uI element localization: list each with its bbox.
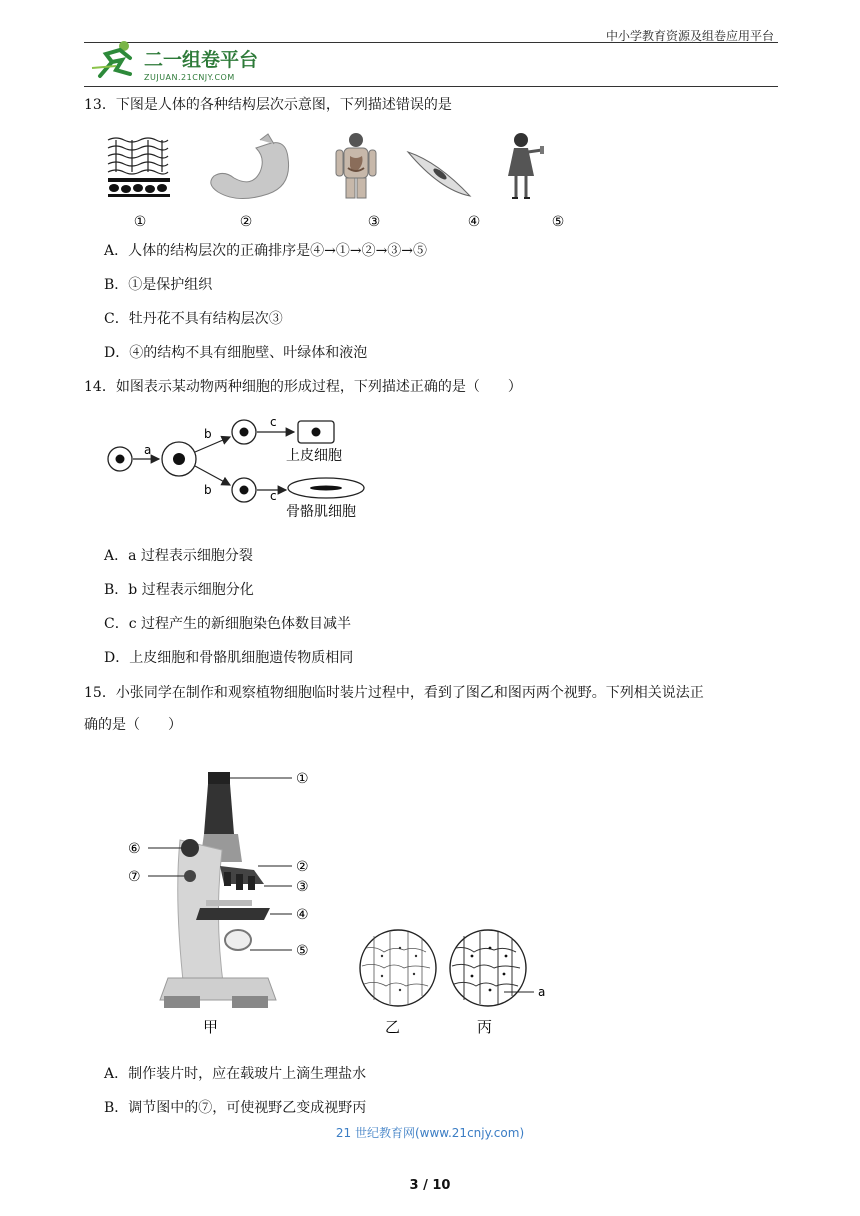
- muscle-cell-figure: [408, 152, 470, 196]
- scope-label-2: ②: [296, 859, 309, 875]
- epithelial-label: 上皮细胞: [286, 448, 342, 464]
- q13-stem: 13．下图是人体的各种结构层次示意图，下列描述错误的是: [84, 97, 452, 113]
- header-divider-bottom: [84, 86, 778, 87]
- arrow-label-c-top: c: [270, 415, 277, 429]
- q13-label-3: ③: [367, 214, 381, 230]
- q14-option-d: D．上皮细胞和骨骼肌细胞遗传物质相同: [104, 650, 354, 666]
- arrow-label-b-bottom: b: [204, 483, 212, 497]
- stomach-figure: [211, 134, 289, 199]
- q13-option-d: D．④的结构不具有细胞壁、叶绿体和液泡: [104, 345, 368, 361]
- q14-stem: 14．如图表示某动物两种细胞的形成过程，下列描述正确的是（ ）: [84, 379, 522, 395]
- arrow-label-b-top: b: [204, 427, 212, 441]
- scope-label-4: ④: [296, 907, 309, 923]
- logo-text: 二一组卷平台: [144, 49, 259, 71]
- q15-option-b: B．调节图中的⑦，可使视野乙变成视野丙: [104, 1100, 367, 1116]
- q13-label-5: ⑤: [551, 214, 565, 230]
- scope-label-3: ③: [296, 879, 309, 895]
- arrow-label-c-bottom: c: [270, 489, 277, 503]
- q13-option-a: A．人体的结构层次的正确排序是④→①→②→③→⑤: [104, 243, 428, 259]
- q15-figures: [120, 760, 560, 1049]
- footer-link[interactable]: 21 世纪教育网(www.21cnjy.com): [335, 1126, 525, 1140]
- q14-diagram: [100, 408, 400, 530]
- microscope-figure: [160, 772, 276, 1008]
- q14-option-c: C．c 过程产生的新细胞染色体数目减半: [104, 616, 352, 632]
- fig-label-bing: 丙: [477, 1018, 493, 1036]
- scope-label-5: ⑤: [296, 943, 309, 959]
- human-system-figure: [336, 133, 376, 198]
- tissue-figure: [106, 136, 170, 198]
- site-logo: [86, 38, 276, 84]
- view-yi-figure: [360, 930, 436, 1006]
- fig-label-yi: 乙: [385, 1018, 401, 1036]
- fig-label-jia: 甲: [203, 1018, 219, 1036]
- q14-option-a: A．a 过程表示细胞分裂: [104, 548, 253, 564]
- q13-option-b: B．①是保护组织: [104, 277, 213, 293]
- scope-label-1: ①: [296, 771, 309, 787]
- scope-label-7: ⑦: [128, 869, 141, 885]
- q15-stem-line1: 15．小张同学在制作和观察植物细胞临时装片过程中，看到了图乙和图丙两个视野。下列相关说法正: [84, 685, 704, 701]
- q13-figures: [100, 126, 580, 240]
- scope-label-6: ⑥: [128, 841, 141, 857]
- page-number: 3 / 10: [409, 1178, 451, 1193]
- q14-option-b: B．b 过程表示细胞分化: [104, 582, 254, 598]
- person-figure: [508, 133, 544, 198]
- view-bing-figure: [450, 930, 534, 1006]
- runner-logo-icon: [92, 41, 130, 76]
- muscle-label: 骨骼肌细胞: [286, 504, 356, 520]
- q13-label-4: ④: [467, 214, 481, 230]
- q13-label-2: ②: [239, 214, 253, 230]
- arrow-label-a: a: [144, 443, 152, 457]
- q13-option-c: C．牡丹花不具有结构层次③: [104, 311, 283, 327]
- fig-label-a: a: [538, 985, 546, 999]
- q15-option-a: A．制作装片时，应在载玻片上滴生理盐水: [104, 1066, 367, 1082]
- header-platform: 中小学教育资源及组卷应用平台: [605, 29, 774, 43]
- logo-subtext: ZUJUAN.21CNJY.COM: [144, 73, 235, 82]
- q13-label-1: ①: [133, 214, 147, 230]
- q15-stem-line2: 确的是（ ）: [84, 717, 182, 733]
